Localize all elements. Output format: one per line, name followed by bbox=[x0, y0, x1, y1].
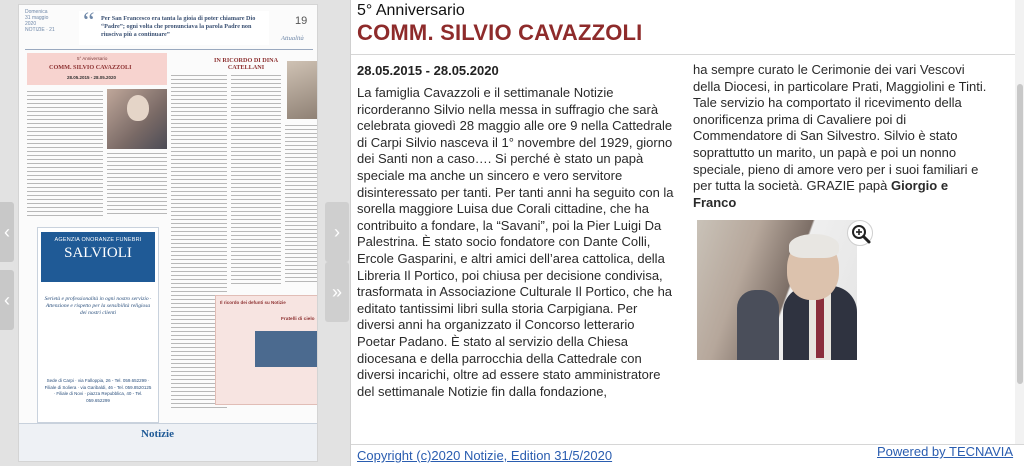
fratelli-di-cielo-image bbox=[255, 331, 317, 367]
defunti-info-box: Il ricordo dei defunti su Notizie bbox=[215, 295, 318, 405]
page-header-divider bbox=[25, 49, 313, 50]
article-body-col2: ha sempre curato le Cerimonie dei vari Vescovi della Diocesi, in particolare Prati, Maggiolini e Tinti. Tale servizio ha comportato il ricevimento della onorificenza prima di Cavaliere poi di Commendatore di San Silvestro. Silvio è stato soprattutto un marito, un papà e poi un nonno speciale, pieno di amore vero per i suoi familiari e per tutta la società. GRAZIE papà Giorgio e Franco bbox=[693, 62, 987, 210]
article-text-lines bbox=[27, 91, 103, 219]
last-page-button[interactable]: » bbox=[325, 262, 349, 322]
notizie-logo: Notizie bbox=[141, 428, 174, 440]
scrollbar-thumb[interactable] bbox=[1017, 84, 1023, 384]
vertical-scrollbar[interactable] bbox=[1015, 0, 1024, 444]
thumbnail-article-cavazzoli[interactable] bbox=[27, 53, 167, 223]
next-page-button[interactable]: › bbox=[325, 202, 349, 262]
page-thumbnail-panel bbox=[0, 0, 350, 466]
page-number: 19 bbox=[295, 15, 308, 27]
page-footer-bar bbox=[19, 423, 318, 462]
article-photo-cavazzoli[interactable] bbox=[697, 220, 857, 360]
article-text-lines bbox=[231, 75, 281, 287]
copyright-link[interactable]: Copyright (c)2020 Notizie, Edition 31/5/2020 bbox=[357, 448, 613, 463]
article-photo bbox=[287, 61, 318, 119]
article-view bbox=[350, 0, 1024, 466]
article-dates: 28.05.2015 - 28.05.2020 bbox=[357, 63, 499, 78]
article-title-box: 5° Anniversario COMM. SILVIO CAVAZZOLI 28.05.2015 - 28.05.2020 bbox=[27, 53, 167, 85]
quote-mark-icon: “ bbox=[83, 7, 95, 36]
header-quote: “ Per San Francesco era tanta la gioia di poter chiamare Dio “Padre”; ogni volta che pronunciava la parola Padre non riusciva più a continuare” bbox=[79, 11, 269, 45]
article-column-1 bbox=[357, 62, 675, 400]
newspaper-page[interactable] bbox=[18, 4, 318, 462]
thumbnail-article-catellani-title[interactable]: IN RICORDO DI DINA CATELLANI bbox=[213, 57, 279, 71]
article-headline: COMM. SILVIO CAVAZZOLI bbox=[357, 20, 643, 45]
article-photo bbox=[107, 89, 167, 149]
article-body-col1: La famiglia Cavazzoli e il settimanale Notizie ricorderanno Silvio nella messa in suffragio che sarà celebrata giovedì 28 maggio alle ore 9 nella Cattedrale di Carpi Silvio nasceva il 1° novembre del 1929, giorno dei Santi non a caso…. Si perché è stato un papà speciale ma anche un sincero e vero servitore disinteressato per tanti. Per tanti anni ha seguito con la sorella maggiore Luisa due Corali cittadine, che ha contribuito a fondare, la “Savani”, poi la Pier Luigi Da Palestrina. È stato socio fondatore con Dante Colli, Ercole Gasparini, e altri amici dell’area cattolica, della Libreria Il Portico, poi chiusa per decisione condivisa, trasformata in Associazione Culturale Il Portico, che ha editato tantissimi libri sulla storia Carpigiana. Per diversi anni ha organizzato il Concorso letterario Poetar Padano. È stato al servizio della Chiesa diocesana e della parrocchia della Cattedrale con diversi incarichi, oltre ad essere stato amministratore del settimanale Notizie fin dalla fondazione, bbox=[357, 85, 674, 399]
ad-banner: AGENZIA ONORANZE FUNEBRI SALVIOLI bbox=[41, 232, 155, 282]
zoom-icon[interactable] bbox=[847, 220, 873, 246]
prev-page-button[interactable]: ‹ bbox=[0, 202, 14, 262]
ad-addresses: Sede di Carpi · via Falloppia, 26 - Tel. 059.652299 · Filiale di Soliera · via Garibaldi, 46 - Tel. 059.8520125 · Filiale di Novi · piazza Repubblica, 40 - Tel. 059.652299 bbox=[44, 378, 152, 403]
article-kicker: 5° Anniversario bbox=[357, 2, 465, 19]
article-text-lines bbox=[285, 125, 317, 285]
powered-by-link[interactable]: Powered by TECNAVIA bbox=[877, 444, 1014, 459]
article-signature: Giorgio e Franco bbox=[693, 178, 949, 210]
funeral-agency-ad[interactable] bbox=[37, 227, 159, 423]
section-name: Attualità bbox=[281, 35, 304, 42]
fratelli-di-cielo-title: Fratelli di cielo bbox=[281, 317, 315, 322]
issue-info: Domenica 31 maggio 2020 NOTIZIE · 21 bbox=[25, 9, 55, 33]
prev-page-button-secondary[interactable]: ‹ bbox=[0, 270, 14, 330]
article-column-2 bbox=[693, 62, 993, 211]
page-header bbox=[19, 5, 318, 49]
article-text-lines bbox=[107, 153, 167, 217]
ad-slogan: Serietà e professionalità in ogni nostro servizio · Attenzione e rispetto per la sensibilità religiosa dei nostri clienti bbox=[44, 296, 152, 316]
headline-divider bbox=[351, 54, 1024, 55]
